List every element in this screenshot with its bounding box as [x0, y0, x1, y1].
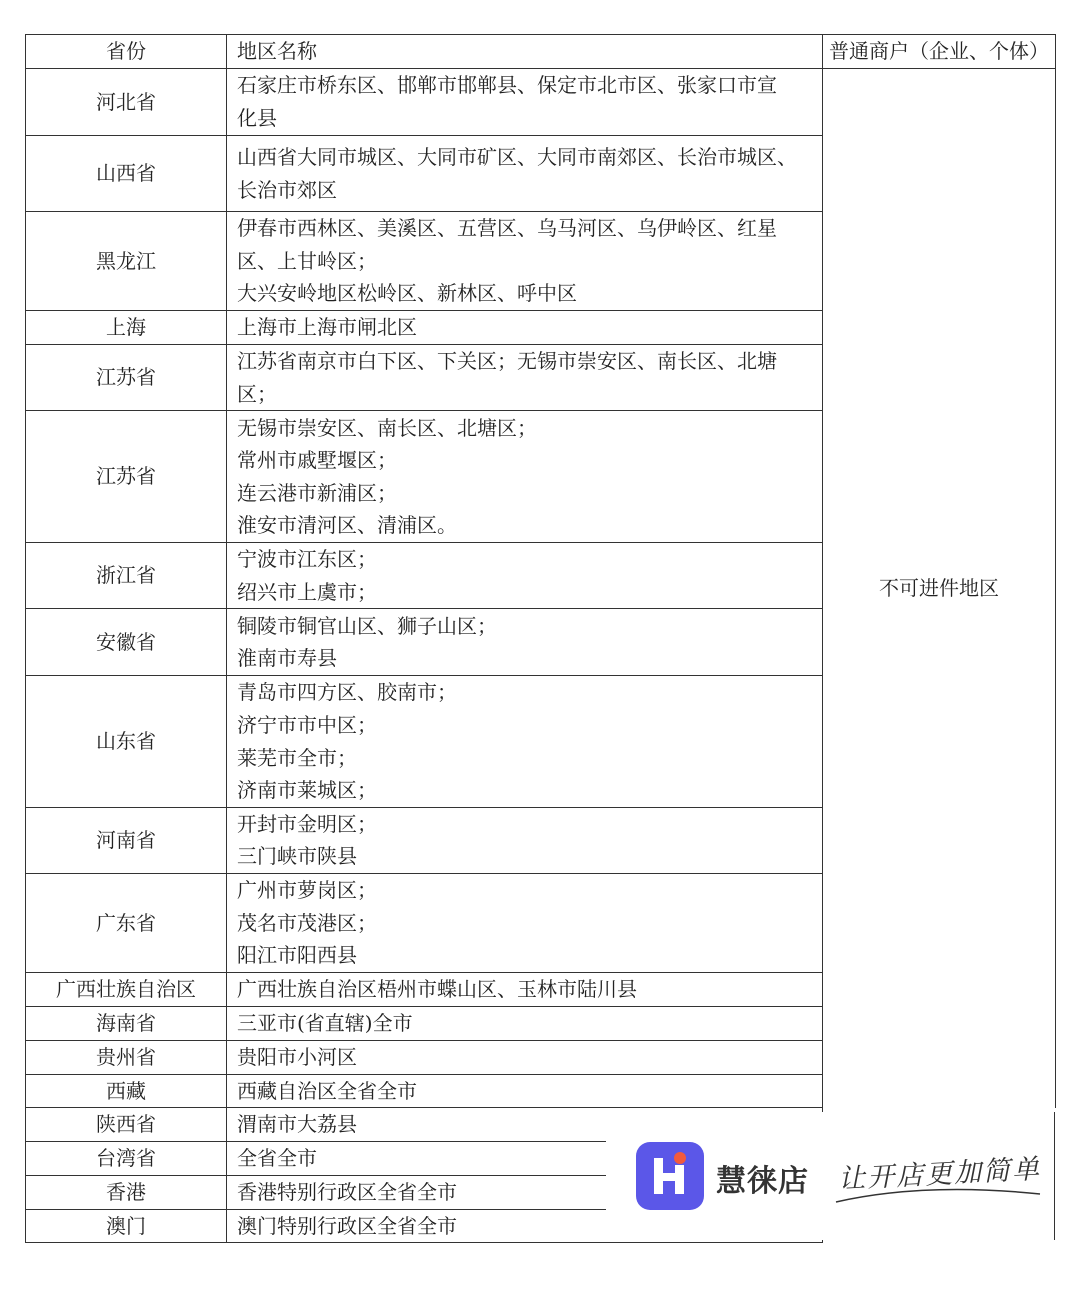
region-cell	[227, 1074, 823, 1108]
province-cell: 黑龙江	[26, 212, 227, 311]
header-province: 省份	[26, 35, 227, 69]
merchant-status-cell: 不可进件地区	[823, 69, 1056, 1108]
region-cell	[227, 136, 823, 212]
watermark	[606, 1112, 1080, 1240]
region-line: 济宁市市中区；	[237, 712, 377, 737]
province-cell: 河北省	[26, 69, 227, 136]
province-cell: 澳门	[26, 1209, 227, 1243]
region-line: 淮南市寿县	[237, 646, 337, 671]
region-line: 莱芜市全市；	[237, 745, 357, 770]
slogan-underline	[834, 1176, 1044, 1206]
header-merchant-type: 普通商户（企业、个体）	[823, 35, 1056, 69]
region-line: 石家庄市桥东区、邯郸市邯郸县、保定市北市区、张家口市宣	[237, 73, 777, 98]
table-body	[26, 69, 1056, 1243]
province-cell: 江苏省	[26, 411, 227, 543]
region-line: 阳江市阳西县	[237, 943, 357, 968]
region-line: 宁波市江东区；	[237, 547, 377, 572]
brand-slogan: 让开店更加简单	[837, 1153, 1042, 1196]
province-cell: 山东省	[26, 676, 227, 807]
region-line: 贵阳市小河区	[237, 1044, 357, 1069]
region-line: 伊春市西林区、美溪区、五营区、乌马河区、乌伊岭区、红星	[237, 216, 777, 241]
region-cell	[227, 1040, 823, 1074]
region-line: 广州市萝岗区；	[237, 878, 377, 903]
region-line: 上海市上海市闸北区	[237, 315, 417, 340]
region-line: 连云港市新浦区；	[237, 480, 397, 505]
province-cell: 陕西省	[26, 1108, 227, 1142]
region-cell	[227, 212, 823, 311]
region-line: 绍兴市上虞市；	[237, 579, 377, 604]
brand-name: 慧徕店	[716, 1164, 809, 1199]
region-line: 澳门特别行政区全省全市	[237, 1213, 457, 1238]
province-cell: 河南省	[26, 807, 227, 873]
province-cell: 安徽省	[26, 609, 227, 676]
region-line: 济南市莱城区；	[237, 778, 377, 803]
province-cell: 广西壮族自治区	[26, 972, 227, 1006]
region-line: 青岛市四方区、胶南市；	[237, 680, 457, 705]
region-line: 广西壮族自治区梧州市蝶山区、玉林市陆川县	[237, 977, 637, 1002]
region-line: 无锡市崇安区、南长区、北塘区；	[237, 415, 537, 440]
region-cell	[227, 807, 823, 873]
region-cell	[227, 1006, 823, 1040]
region-line: 三门峡市陕县	[237, 844, 357, 869]
province-cell: 浙江省	[26, 543, 227, 609]
region-cell	[227, 311, 823, 345]
region-line: 三亚市(省直辖)全市	[237, 1010, 413, 1035]
region-cell	[227, 873, 823, 972]
restricted-regions-table	[25, 34, 1056, 1243]
region-line: 渭南市大荔县	[237, 1112, 357, 1137]
province-cell: 江苏省	[26, 345, 227, 411]
province-cell: 海南省	[26, 1006, 227, 1040]
region-line: 大兴安岭地区松岭区、新林区、呼中区	[237, 281, 577, 306]
province-cell: 西藏	[26, 1074, 227, 1108]
region-line: 西藏自治区全省全市	[237, 1078, 417, 1103]
region-cell	[227, 543, 823, 609]
region-line: 茂名市茂港区；	[237, 910, 377, 935]
table-row	[26, 69, 1056, 136]
region-line: 区；	[237, 381, 277, 406]
region-cell	[227, 972, 823, 1006]
province-cell: 山西省	[26, 136, 227, 212]
province-cell: 广东省	[26, 873, 227, 972]
region-cell	[227, 345, 823, 411]
region-line: 香港特别行政区全省全市	[237, 1179, 457, 1204]
region-line: 化县	[237, 106, 277, 130]
region-line: 全省全市	[237, 1146, 317, 1171]
province-cell: 香港	[26, 1175, 227, 1209]
region-cell	[227, 69, 823, 136]
province-cell: 上海	[26, 311, 227, 345]
province-cell: 台湾省	[26, 1142, 227, 1176]
region-line: 铜陵市铜官山区、狮子山区；	[237, 613, 497, 638]
table-right-border-fragment	[1054, 1112, 1056, 1240]
region-line: 长治市郊区	[237, 177, 337, 202]
region-line: 淮安市清河区、清浦区。	[237, 513, 457, 538]
province-cell: 贵州省	[26, 1040, 227, 1074]
region-cell	[227, 411, 823, 543]
region-line: 区、上甘岭区；	[237, 248, 377, 273]
region-cell	[227, 609, 823, 676]
region-line: 开封市金明区；	[237, 811, 377, 836]
region-cell	[227, 676, 823, 807]
table-header-row	[26, 35, 1056, 69]
region-line: 山西省大同市城区、大同市矿区、大同市南郊区、长治市城区、	[237, 144, 797, 169]
header-region-name: 地区名称	[227, 35, 823, 69]
brand-logo-icon	[636, 1142, 704, 1210]
region-line: 常州市戚墅堰区；	[237, 448, 397, 473]
region-line: 江苏省南京市白下区、下关区；无锡市崇安区、南长区、北塘	[237, 349, 777, 373]
